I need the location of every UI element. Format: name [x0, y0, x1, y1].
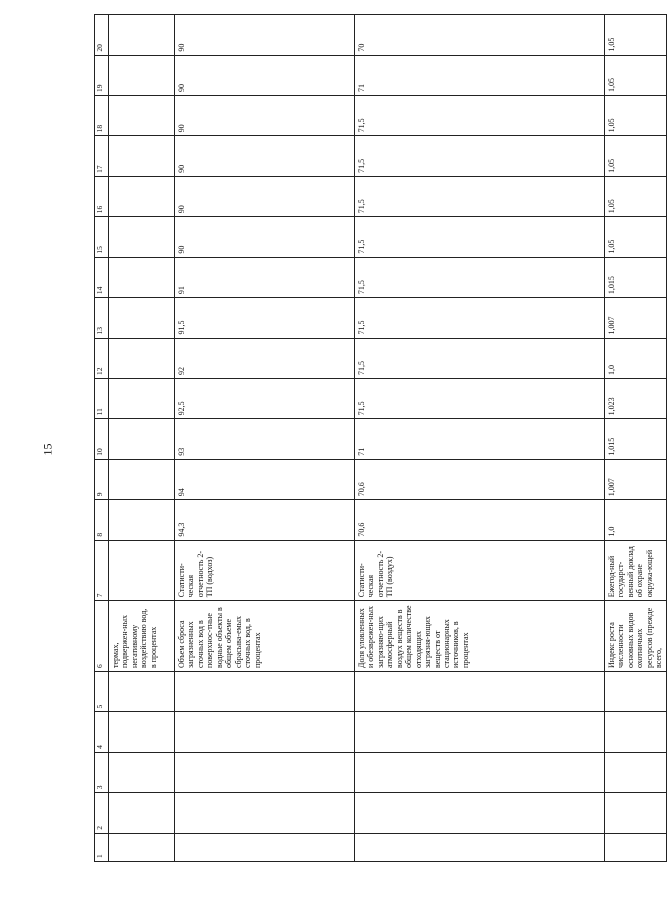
column-number: 18: [95, 95, 109, 135]
column-number: 17: [95, 136, 109, 176]
value-cell: [109, 176, 175, 216]
column-number: 1: [95, 833, 109, 861]
value-cell: [109, 298, 175, 338]
value-cell: [109, 95, 175, 135]
value-cell: 1,023: [605, 378, 667, 418]
indicator-name: термах, подвержен-ных негативному воздействию вод, в процентах: [109, 601, 175, 672]
data-source: Статисти-ческая отчетность 2-ТП (воздух): [355, 540, 605, 601]
data-source: [109, 540, 175, 601]
value-cell: 90: [175, 95, 355, 135]
value-cell: 71,5: [355, 378, 605, 418]
value-cell: 92: [175, 338, 355, 378]
value-cell: 1,007: [605, 298, 667, 338]
column-number: 20: [95, 15, 109, 56]
column-number: 16: [95, 176, 109, 216]
column-number: 5: [95, 672, 109, 712]
value-cell: 1,007: [605, 459, 667, 499]
value-cell: 91,5: [175, 298, 355, 338]
value-cell: [109, 55, 175, 95]
column-number: 11: [95, 378, 109, 418]
value-cell: 1,0: [605, 500, 667, 540]
value-cell: 1,05: [605, 136, 667, 176]
value-cell: 71,5: [355, 257, 605, 297]
rotated-table-sheet: [94, 14, 664, 862]
indicator-name: Доля уловленных и обезврежен-ных загрязняю-щих атмосферный воздух веществ в общем количестве отходящих загрязня-ющих веществ от стационарных источников, в процентах: [355, 601, 605, 672]
value-cell: 1,0: [605, 338, 667, 378]
value-cell: 1,05: [605, 55, 667, 95]
value-cell: [109, 459, 175, 499]
value-cell: 93: [175, 419, 355, 459]
value-cell: 71: [355, 419, 605, 459]
value-cell: [109, 338, 175, 378]
column-number: 9: [95, 459, 109, 499]
column-number: 19: [95, 55, 109, 95]
data-source: Статисти-ческая отчетность 2-ТП (водхоз): [175, 540, 355, 601]
column-number: 7: [95, 540, 109, 601]
column-number-row: [95, 15, 109, 862]
column-number: 6: [95, 601, 109, 672]
value-cell: [109, 500, 175, 540]
value-cell: 1,05: [605, 176, 667, 216]
indicators-table: [94, 14, 667, 862]
column-number: 3: [95, 752, 109, 792]
column-number: 4: [95, 712, 109, 752]
value-cell: 1,05: [605, 15, 667, 56]
value-cell: 1,015: [605, 419, 667, 459]
indicator-name: Индекс роста численности основных видов охотничьих ресурсов (прежде всего,: [605, 601, 667, 672]
value-cell: 71,5: [355, 338, 605, 378]
value-cell: [109, 257, 175, 297]
value-cell: [109, 419, 175, 459]
value-cell: 70,6: [355, 500, 605, 540]
value-cell: 90: [175, 15, 355, 56]
table-row: [175, 15, 355, 862]
value-cell: 71: [355, 55, 605, 95]
value-cell: 1,015: [605, 257, 667, 297]
value-cell: 71,5: [355, 217, 605, 257]
value-cell: 1,05: [605, 95, 667, 135]
column-number: 2: [95, 793, 109, 833]
value-cell: 94: [175, 459, 355, 499]
value-cell: 90: [175, 176, 355, 216]
column-number: 14: [95, 257, 109, 297]
column-number: 10: [95, 419, 109, 459]
column-number: 8: [95, 500, 109, 540]
table-row: [605, 15, 667, 862]
value-cell: 1,05: [605, 217, 667, 257]
table-row: [355, 15, 605, 862]
column-number: 15: [95, 217, 109, 257]
value-cell: [109, 15, 175, 56]
page-number: 15: [40, 443, 55, 456]
value-cell: 94,3: [175, 500, 355, 540]
value-cell: [109, 136, 175, 176]
value-cell: 91: [175, 257, 355, 297]
value-cell: 71,5: [355, 298, 605, 338]
column-number: 12: [95, 338, 109, 378]
value-cell: 90: [175, 136, 355, 176]
value-cell: 90: [175, 217, 355, 257]
table-row: [109, 15, 175, 862]
column-number: 13: [95, 298, 109, 338]
value-cell: 90: [175, 55, 355, 95]
data-source: Ежегод-ный государст-венный доклад об охране окружа-ющей: [605, 540, 667, 601]
value-cell: 70,6: [355, 459, 605, 499]
value-cell: 71,5: [355, 136, 605, 176]
value-cell: 71,5: [355, 95, 605, 135]
value-cell: 92,5: [175, 378, 355, 418]
value-cell: 70: [355, 15, 605, 56]
indicator-name: Объем сброса загрязненных сточных вод в поверхнос-тные водные объекты в общем объеме сбрасыва-емых сточных вод, в процентах: [175, 601, 355, 672]
value-cell: [109, 217, 175, 257]
value-cell: [109, 378, 175, 418]
value-cell: 71,5: [355, 176, 605, 216]
